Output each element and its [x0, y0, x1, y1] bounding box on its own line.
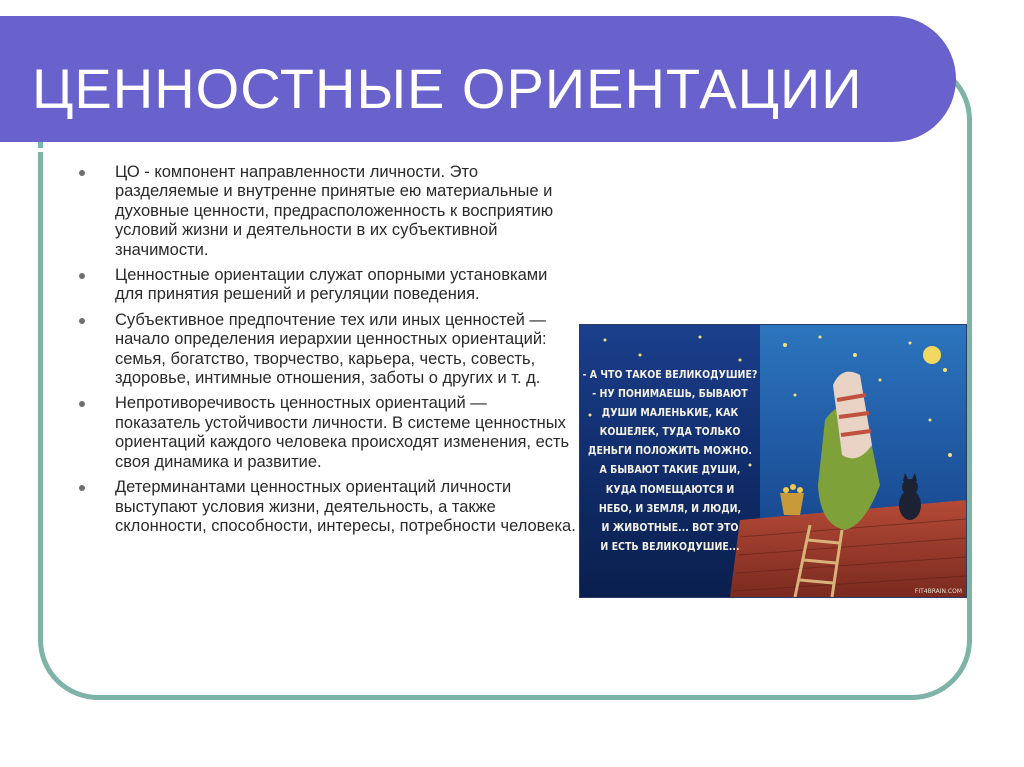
bullet-dot-icon: [79, 401, 85, 407]
bullet-text: Ценностные ориентации служат опорными установками для принятия решений и регуляции поведения.: [115, 266, 548, 304]
bullet-item: [78, 478, 576, 536]
moon: [923, 346, 941, 364]
bullet-dot-icon: [79, 170, 85, 176]
quote-line: КОШЕЛЕК, ТУДА ТОЛЬКО: [599, 426, 741, 438]
quote-line: ДЕНЬГИ ПОЛОЖИТЬ МОЖНО.: [588, 445, 752, 457]
bullet-dot-icon: [79, 485, 85, 491]
quote-line: ДУШИ МАЛЕНЬКИЕ, КАК: [601, 407, 739, 419]
quote-line: КУДА ПОМЕЩАЮТСЯ И: [605, 484, 735, 496]
bullet-item: [78, 163, 576, 260]
title-bar: [0, 16, 956, 142]
bullet-dot-icon: [79, 318, 85, 324]
bullet-text: ЦО - компонент направленности личности. Это разделяемые и внутренне принятые ею материальные и духовные ценности, предрасположенность к восприятию условий жизни и деятельности в их субъективной значимости.: [115, 163, 554, 259]
quote-line: НЕБО, И ЗЕМЛЯ, И ЛЮДИ,: [598, 503, 742, 515]
bucket: [780, 493, 804, 515]
quote-line: И ЖИВОТНЫЕ... ВОТ ЭТО: [601, 522, 739, 534]
quote-line: А БЫВАЮТ ТАКИЕ ДУШИ,: [599, 464, 741, 476]
bullet-item: [78, 311, 576, 389]
bullet-list: [78, 163, 576, 542]
quote-line: - НУ ПОНИМАЕШЬ, БЫВАЮТ: [592, 388, 748, 400]
bullet-item: [78, 266, 576, 305]
illustration-image: [580, 325, 966, 597]
quote-line: - А ЧТО ТАКОЕ ВЕЛИКОДУШИЕ?: [582, 369, 758, 381]
illustration-svg: [580, 325, 966, 597]
bullet-item: [78, 394, 576, 472]
watermark: FIT4BRAIN.COM: [914, 588, 962, 595]
quote-line: И ЕСТЬ ВЕЛИКОДУШИЕ...: [600, 541, 740, 553]
bullet-dot-icon: [79, 273, 85, 279]
cat-head: [902, 479, 918, 495]
bullet-text: Детерминантами ценностных ориентаций личности выступают условия жизни, деятельность, а также склонности, способности, интересы, потребности человека.: [115, 478, 576, 535]
bullet-text: Непротиворечивость ценностных ориентаций — показатель устойчивости личности. В системе ценностных ориентаций каждого человека происходят изменения, есть своя динамика и развитие.: [115, 394, 570, 471]
title-underline: [0, 148, 906, 152]
bullet-text: Субъективное предпочтение тех или иных ценностей — начало определения иерархии ценностных ориентаций: семья, богатство, творчество, карьера, честь, совесть, здоровье, интимные отношения, заботы о других и т. д.: [115, 310, 547, 388]
slide-title: ЦЕННОСТНЫЕ ОРИЕНТАЦИИ: [32, 57, 863, 120]
